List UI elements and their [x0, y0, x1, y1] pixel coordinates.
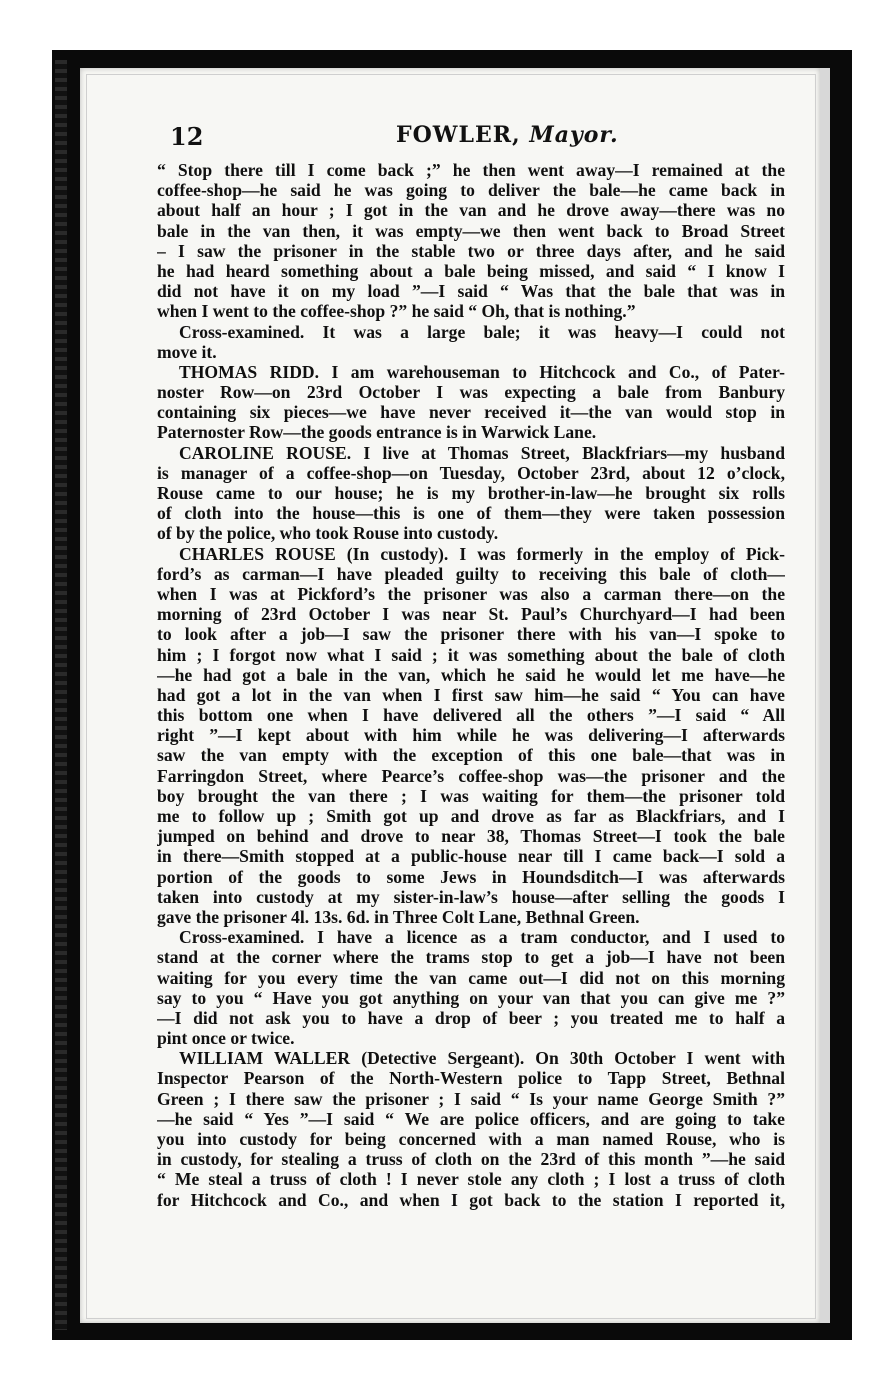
- text-line: you into custody for being concerned with a man named Rouse, who is: [157, 1129, 785, 1149]
- text-line: “ Me steal a truss of cloth ! I never stole any cloth ; I lost a truss of cloth: [157, 1169, 785, 1190]
- text-line: Inspector Pearson of the North-Western police to Tapp Street, Bethnal: [157, 1068, 785, 1089]
- text-line: noster Row—on 23rd October I was expecting a bale from Banbury: [157, 382, 785, 403]
- transcript-body: [157, 160, 785, 1210]
- text-line: in there—Smith stopped at a public-house near till I came back—I sold a: [157, 846, 785, 867]
- text-line: containing six pieces—we have never received it—the van would stop in: [157, 402, 785, 423]
- text-line: to look after a job—I saw the prisoner there with his van—I spoke to: [157, 624, 785, 645]
- text-line: Cross-examined. It was a large bale; it was heavy—I could not: [179, 321, 785, 342]
- text-line: Paternoster Row—the goods entrance is in Warwick Lane.: [157, 422, 597, 443]
- binding-edge: [55, 60, 67, 1330]
- text-line: —he had got a bale in the van, which he said he would let me have—he: [157, 664, 785, 685]
- text-line: jumped on behind and drove to near 38, Thomas Street—I took the bale: [157, 826, 785, 847]
- text-line: of cloth into the house—this is one of them—they were taken possession: [157, 503, 785, 524]
- text-line: of by the police, who took Rouse into custody.: [157, 523, 499, 544]
- text-line: saw the van empty with the exception of this one bale—that was in: [157, 745, 785, 766]
- text-line: taken into custody at my sister-in-law’s house—after selling the goods I: [157, 886, 785, 907]
- text-line: this bottom one when I have delivered all the others ”—I said “ All: [157, 705, 785, 726]
- text-line: gave the prisoner 4l. 13s. 6d. in Three Colt Lane, Bethnal Green.: [157, 906, 640, 927]
- text-line: Rouse came to our house; he is my brother-in-law—he brought six rolls: [157, 483, 785, 503]
- text-line: had got a lot in the van when I first saw him—he said “ You can have: [157, 684, 785, 705]
- running-head: [396, 122, 619, 148]
- text-line: – I saw the prisoner in the stable two or three days after, and he said: [157, 240, 785, 261]
- text-line: is manager of a coffee-shop—on Tuesday, October 23rd, about 12 o’clock,: [157, 462, 785, 483]
- text-line: boy brought the van there ; I was waiting for them—the prisoner told: [157, 785, 785, 806]
- running-head-name: FOWLER,: [396, 122, 521, 148]
- text-line: Cross-examined. I have a licence as a tram conductor, and I used to: [179, 927, 785, 948]
- text-line: bale in the van then, it was empty—we then went back to Broad Street: [157, 220, 785, 241]
- text-line: stand at the corner where the trams stop to get a job—I have not been: [157, 947, 785, 968]
- text-line: pint once or twice.: [157, 1028, 295, 1049]
- page-edge: [820, 68, 830, 1323]
- text-line: CHARLES ROUSE (In custody). I was formerly in the employ of Pick-: [179, 543, 785, 564]
- text-line: “ Stop there till I come back ;” he then went away—I remained at the: [157, 160, 785, 180]
- text-line: he had heard something about a bale being missed, and said “ I know I: [157, 260, 785, 281]
- text-line: coffee-shop—he said he was going to deliver the bale—he came back in: [157, 180, 785, 201]
- text-line: Green ; I there saw the prisoner ; I said “ Is your name George Smith ?”: [157, 1088, 785, 1109]
- text-line: Farringdon Street, where Pearce’s coffee-shop was—the prisoner and the: [157, 765, 785, 786]
- text-line: waiting for you every time the van came out—I did not on this morning: [157, 967, 785, 988]
- text-line: about half an hour ; I got in the van and he drove away—there was no: [157, 200, 785, 221]
- text-line: right ”—I kept about with him while he was delivering—I afterwards: [157, 725, 785, 746]
- text-line: THOMAS RIDD. I am warehouseman to Hitchcock and Co., of Pater-: [179, 361, 785, 382]
- text-line: —he said “ Yes ”—I said “ We are police officers, and are going to take: [157, 1108, 785, 1129]
- text-line: me to follow up ; Smith got up and drove as far as Blackfriars, and I: [157, 806, 785, 826]
- text-line: WILLIAM WALLER (Detective Sergeant). On 30th October I went with: [179, 1048, 785, 1069]
- text-line: in custody, for stealing a truss of cloth on the 23rd of this month ”—he said: [157, 1149, 785, 1170]
- text-line: for Hitchcock and Co., and when I got back to the station I reported it,: [157, 1189, 785, 1210]
- text-line: CAROLINE ROUSE. I live at Thomas Street, Blackfriars—my husband: [179, 442, 785, 463]
- text-line: portion of the goods to some Jews in Houndsditch—I was afterwards: [157, 866, 785, 887]
- text-line: morning of 23rd October I was near St. Paul’s Churchyard—I had been: [157, 604, 785, 625]
- text-line: him ; I forgot now what I said ; it was something about the bale of cloth: [157, 644, 785, 665]
- text-line: when I was at Pickford’s the prisoner was also a carman there—on the: [157, 583, 785, 604]
- text-line: say to you “ Have you got anything on your van that you can give me ?”: [157, 987, 785, 1008]
- text-line: when I went to the coffee-shop ?” he said “ Oh, that is nothing.”: [157, 301, 636, 322]
- text-line: —I did not ask you to have a drop of beer ; you treated me to half a: [157, 1007, 785, 1028]
- text-line: ford’s as carman—I have pleaded guilty to receiving this bale of cloth—: [157, 563, 785, 584]
- page-number: 12: [170, 122, 204, 151]
- running-head-title: Mayor.: [529, 122, 619, 148]
- page-header: [170, 122, 790, 152]
- text-line: move it.: [157, 341, 217, 362]
- text-line: did not have it on my load ”—I said “ Was that the bale that was in: [157, 281, 785, 302]
